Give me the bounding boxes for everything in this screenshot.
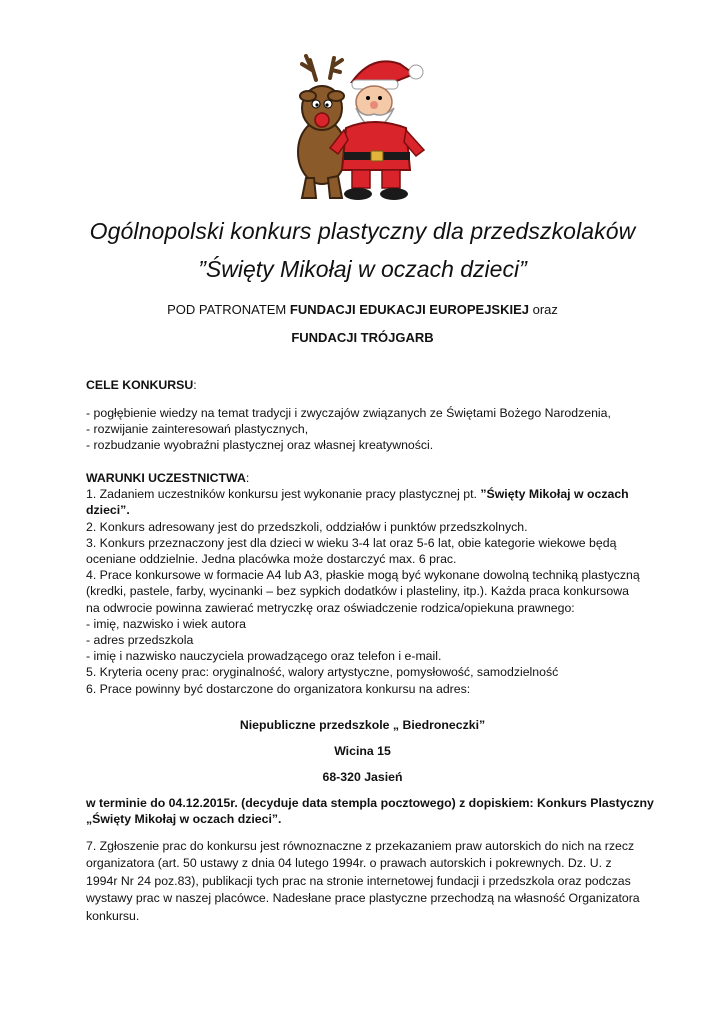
condition-1-text: 1. Zadaniem uczestników konkursu jest wykonanie pracy plastycznej pt. (86, 487, 481, 502)
rights-paragraph (86, 838, 640, 925)
patronage-foundation-2: FUNDACJI TRÓJGARB (291, 330, 434, 345)
address-city: 68-320 Jasień (322, 770, 403, 784)
title-line-2: ”Święty Mikołaj w oczach dzieci” (198, 256, 527, 282)
goals-list (86, 405, 640, 454)
reindeer-antlers-icon (302, 56, 342, 80)
conditions-heading (86, 470, 640, 486)
title-line-1: Ogólnopolski konkurs plastyczny dla przedszkolaków (89, 218, 636, 244)
list-item: na odwrocie powinna zawierać metryczkę oraz oświadczenie rodzica/opiekuna prawnego: (86, 600, 575, 615)
conditions-heading-colon: : (245, 471, 250, 485)
list-item: oceniane oddzielnie. Jedna placówka może dostarczyć max. 6 prac. (86, 552, 457, 567)
list-item: - imię i nazwisko nauczyciela prowadzącego oraz telefon i e-mail. (86, 649, 442, 664)
santa-claus-icon (330, 61, 424, 200)
list-item: 2. Konkurs adresowany jest do przedszkoli, oddziałów i punktów przedszkolnych. (86, 519, 528, 534)
patronage-prefix: POD PATRONATEM (167, 302, 290, 317)
list-item: konkursu. (86, 908, 140, 923)
list-item: - imię, nazwisko i wiek autora (86, 616, 246, 631)
list-item: organizatora (art. 50 ustawy z dnia 04 lutego 1994r. o prawach autorskich i pokrewnych. Dz. U. z (86, 856, 612, 871)
list-item: (kredki, pastele, farby, wycinanki – bez sypkich dodatków i plasteliny, itp.). Każda praca konkursowa (86, 584, 629, 599)
contest-title-inline: ”Święty Mikołaj w oczach (480, 487, 629, 502)
address-street: Wicina 15 (334, 744, 391, 758)
conditions-heading-text: WARUNKI UCZESTNICTWA (86, 471, 246, 485)
list-item: 7. Zgłoszenie prac do konkursu jest równoznaczne z przekazaniem praw autorskich do nich na rzecz (86, 839, 635, 853)
address-name: Niepubliczne przedszkole „ Biedroneczki” (239, 718, 486, 732)
list-item: 6. Prace powinny być dostarczone do organizatora konkursu na adres: (86, 681, 471, 696)
list-item: - adres przedszkola (86, 633, 194, 648)
patronage-line (0, 302, 725, 317)
list-item: wystawy prac w naszej placówce. Nadesłane prace plastyczne przechodzą na własność Organizatora (86, 891, 640, 906)
goals-heading-colon: : (193, 378, 197, 392)
deadline-note (86, 795, 654, 827)
patronage-foundation-1: FUNDACJI EDUKACJI EUROPEJSKIEJ (289, 302, 529, 317)
deadline-line-1: w terminie do 04.12.2015r. (decyduje data stempla pocztowego) z dopiskiem: Konkurs Plastyczny (86, 796, 654, 810)
goals-heading (86, 377, 640, 393)
patronage-suffix: oraz (529, 302, 558, 317)
santa-reindeer-illustration (282, 52, 438, 204)
contest-title-inline-end: dzieci”. (86, 503, 130, 518)
list-item: - rozbudzanie wyobraźni plastycznej oraz własnej kreatywności. (86, 438, 434, 453)
list-item: 5. Kryteria oceny prac: oryginalność, walory artystyczne, pomysłowość, samodzielność (86, 665, 559, 680)
list-item: 4. Prace konkursowe w formacie A4 lub A3, płaskie mogą być wykonane dowolną techniką plastyczną (86, 568, 640, 583)
list-item: - pogłębienie wiedzy na temat tradycji i zwyczajów związanych ze Świętami Bożego Narodzenia, (86, 406, 611, 420)
goals-heading-text: CELE KONKURSU (86, 378, 194, 392)
condition-1 (86, 486, 640, 502)
list-item: 1994r Nr 24 poz.83), publikacji tych prac na stronie internetowej fundacji i przedszkola oraz podczas (86, 873, 631, 888)
list-item: - rozwijanie zainteresowań plastycznych, (86, 422, 309, 437)
deadline-line-2: „Święty Mikołaj w oczach dzieci”. (86, 812, 282, 827)
list-item: 3. Konkurs przeznaczony jest dla dzieci w wieku 3-4 lat oraz 5-6 lat, obie kategorie wiekowe będą (86, 535, 617, 550)
conditions-section (86, 470, 640, 697)
